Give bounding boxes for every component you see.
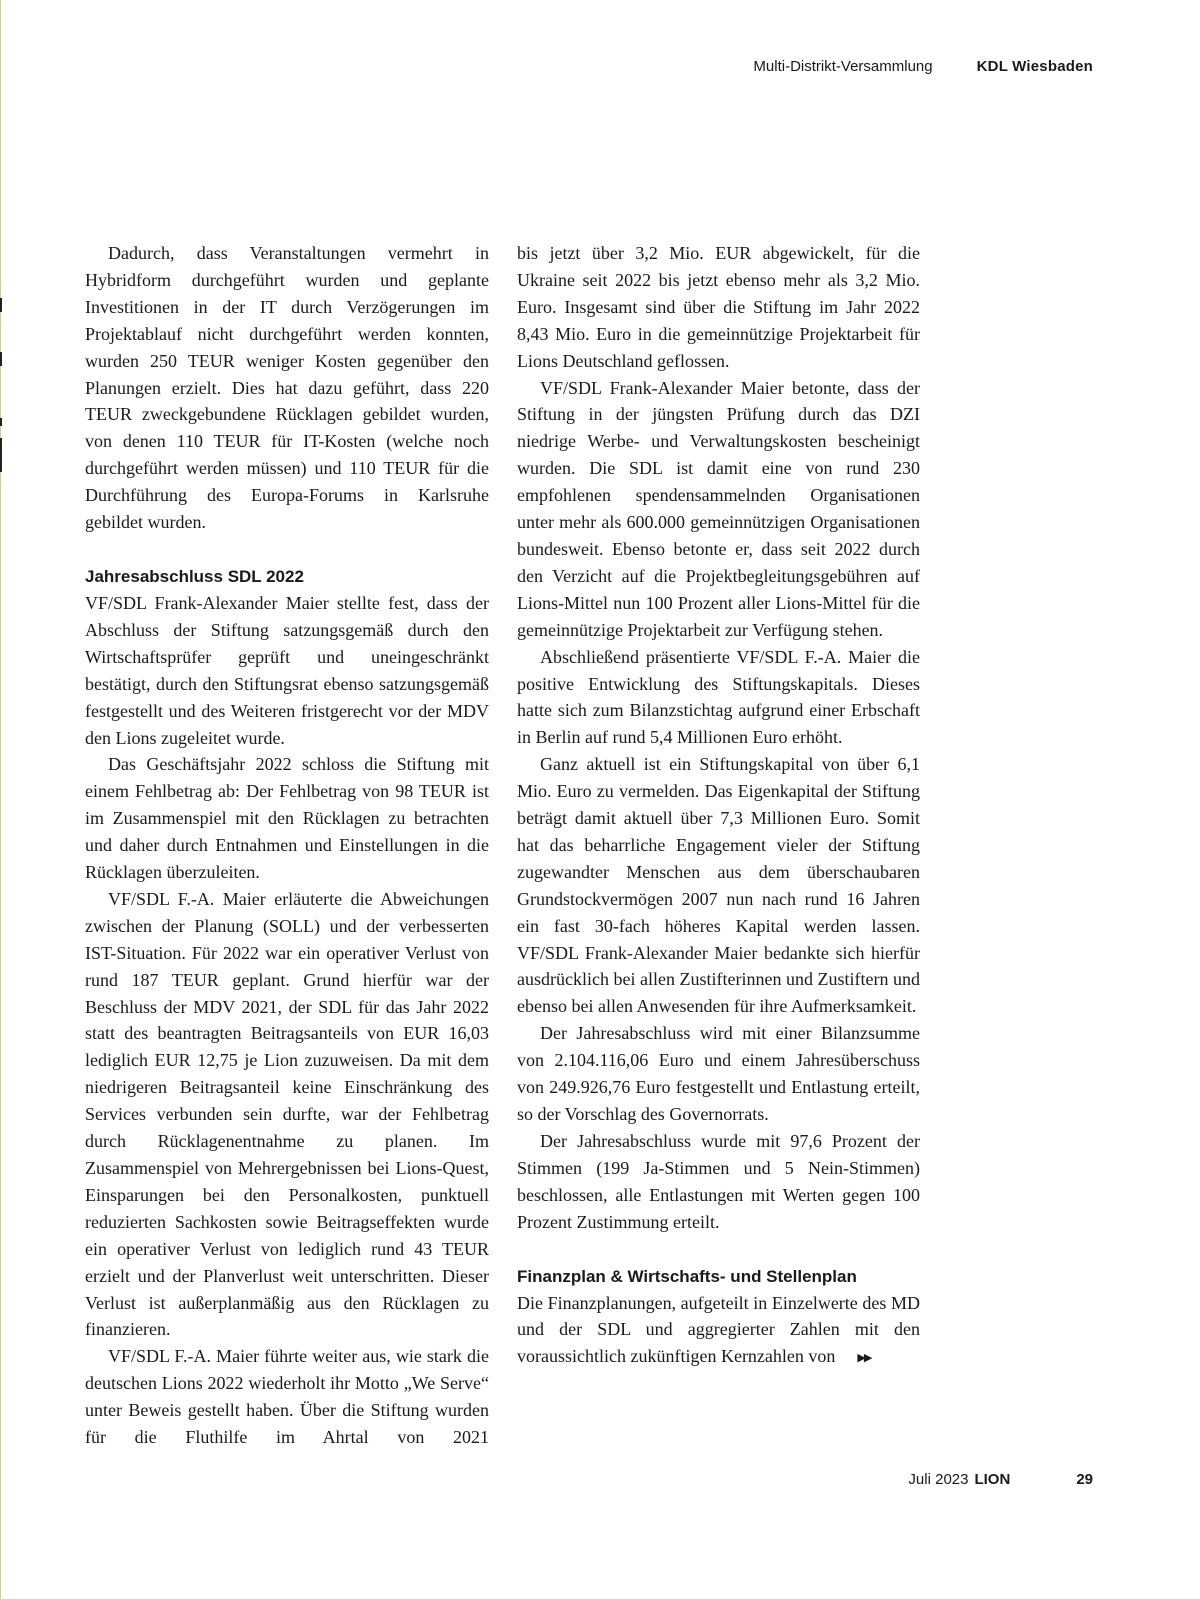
paragraph: bis jetzt über 3,2 Mio. EUR abgewickelt, für die Ukraine seit 2022 bis jetzt ebenso mehr als 3,2 Mio. Euro. Insgesamt sind über die Stiftung im Jahr 2022 8,43 Mio. Euro in die gemeinnützige Projektarbeit für Lions Deutschland geflossen. xyxy=(517,243,920,371)
page-header xyxy=(753,58,1093,75)
paragraph-text: Die Finanzplanungen, aufgeteilt in Einzelwerte des MD und der SDL und aggregierter Zahlen mit den voraussichtlich zukünftigen Kernzahlen von xyxy=(517,1292,920,1367)
magazine-name: LION xyxy=(974,1471,1011,1488)
paragraph: Der Jahresabschluss wurde mit 97,6 Prozent der Stimmen (199 Ja-Stimmen und 5 Nein-Stimmen) beschlossen, alle Entlastungen mit Werten gegen 100 Prozent Zustimmung erteilt. xyxy=(517,1130,920,1232)
paragraph: Ganz aktuell ist ein Stiftungskapital von über 6,1 Mio. Euro zu vermelden. Das Eigenkapital der Stiftung beträgt damit aktuell über 7,3 Millionen Euro. Somit hat das beharrliche Engagement vieler der Stiftung zugewandter Menschen aus dem überschaubaren Grundstockvermögen 2007 nun nach rund 16 Jahren ein fast 30-fach höheres Kapital werden lassen. VF/SDL Frank-Alexander Maier bedankte sich hierfür ausdrücklich bei allen Zustifterinnen und Zustiftern und ebenso bei allen Anwesenden für ihre Aufmerksamkeit. xyxy=(517,754,920,1017)
margin-mark xyxy=(0,438,2,472)
right-column xyxy=(517,240,920,1372)
paragraph: VF/SDL Frank-Alexander Maier betonte, dass der Stiftung in der jüngsten Prüfung durch das DZI niedrige Werbe- und Verwaltungskosten bescheinigt wurden. Die SDL ist damit eine von rund 230 empfohlenen spendensammelnden Organisationen unter mehr als 600.000 gemeinnützigen Organisationen bundesweit. Ebenso betonte er, dass seit 2022 durch den Verzicht auf die Projektbegleitungsgebühren auf Lions-Mittel nun 100 Prozent aller Lions-Mittel für die gemeinnützige Projektarbeit zur Verfügung stehen. xyxy=(517,377,920,640)
page-edge-line xyxy=(0,0,1,1599)
left-column xyxy=(85,240,489,1451)
paragraph: VF/SDL F.-A. Maier erläuterte die Abweichungen zwischen der Planung (SOLL) und der verbesserten IST-Situation. Für 2022 war ein operativer Verlust von rund 187 TEUR geplant. Grund hierfür war der Beschluss der MDV 2021, der SDL für das Jahr 2022 statt des beantragten Beitragsanteils von EUR 16,03 lediglich EUR 12,75 je Lion zuzuweisen. Da mit dem niedrigeren Beitragsanteil keine Einschränkung des Services verbunden sein durfte, war der Fehlbetrag durch Rücklagenentnahme zu planen. Im Zusammenspiel von Mehrergebnissen bei Lions-Quest, Einsparungen bei den Personalkosten, punktuell reduzierten Sachkosten sowie Beitragseffekten wurde ein operativer Verlust von lediglich rund 43 TEUR erzielt und der Planverlust weit unterschritten. Dieser Verlust ist außerplanmäßig aus den Rücklagen zu finanzieren. xyxy=(85,888,489,1340)
margin-mark xyxy=(0,298,2,312)
section-heading: Finanzplan & Wirtschafts- und Stellenplan xyxy=(517,1266,857,1286)
section-heading: Jahresabschluss SDL 2022 xyxy=(85,566,304,586)
paragraph-continued xyxy=(517,1290,920,1373)
page-footer xyxy=(908,1471,1093,1488)
paragraph: Der Jahresabschluss wird mit einer Bilanzsumme von 2.104.116,06 Euro und einem Jahresüberschuss von 249.926,76 Euro festgestellt und Entlastung erteilt, so der Vorschlag des Governorrats. xyxy=(517,1023,920,1124)
margin-mark xyxy=(0,352,2,366)
paragraph: Dadurch, dass Veranstaltungen vermehrt in Hybridform durchgeführt wurden und geplante Investitionen in der IT durch Verzögerungen im Projektablauf nicht durchgeführt werden konnten, wurden 250 TEUR weniger Kosten gegenüber den Planungen erzielt. Dies hat dazu geführt, dass 220 TEUR zweckgebundene Rücklagen gebildet wurden, von denen 110 TEUR für IT-Kosten (welche noch durchgeführt werden müssen) und 110 TEUR für die Durchführung des Europa-Forums in Karlsruhe gebildet wurden. xyxy=(85,243,489,533)
paragraph: Abschließend präsentierte VF/SDL F.-A. Maier die positive Entwicklung des Stiftungskapitals. Dieses hatte sich zum Bilanzstichtag aufgrund einer Erbschaft in Berlin auf rund 5,4 Millionen Euro erhöht. xyxy=(517,646,920,748)
paragraph: VF/SDL F.-A. Maier führte weiter aus, wie stark die deutschen Lions 2022 wiederholt ihr Motto „We Serve“ unter Beweis gestellt haben. Über die Stiftung wurden für die Fluthilfe im Ahrtal von 2021 xyxy=(85,1346,489,1448)
issue-date: Juli 2023 xyxy=(908,1471,969,1488)
continue-arrow-icon: ▶▶ xyxy=(857,1352,871,1365)
paragraph: Das Geschäftsjahr 2022 schloss die Stiftung mit einem Fehlbetrag ab: Der Fehlbetrag von 98 TEUR ist im Zusammenspiel mit den Rücklagen zu betrachten und daher durch Entnahmen und Einstellungen in die Rücklagen überzuleiten. xyxy=(85,754,489,883)
page-number: 29 xyxy=(1076,1471,1093,1488)
running-title: Multi-Distrikt-Versammlung xyxy=(753,58,933,75)
margin-mark xyxy=(0,418,2,426)
paragraph: VF/SDL Frank-Alexander Maier stellte fest, dass der Abschluss der Stiftung satzungsgemäß durch den Wirtschaftsprüfer geprüft und uneingeschränkt bestätigt, durch den Stiftungsrat ebenso satzungsgemäß festgestellt und des Weiteren fristgerecht vor der MDV den Lions zugeleitet wurde. xyxy=(85,592,489,748)
section-title: KDL Wiesbaden xyxy=(976,58,1093,75)
